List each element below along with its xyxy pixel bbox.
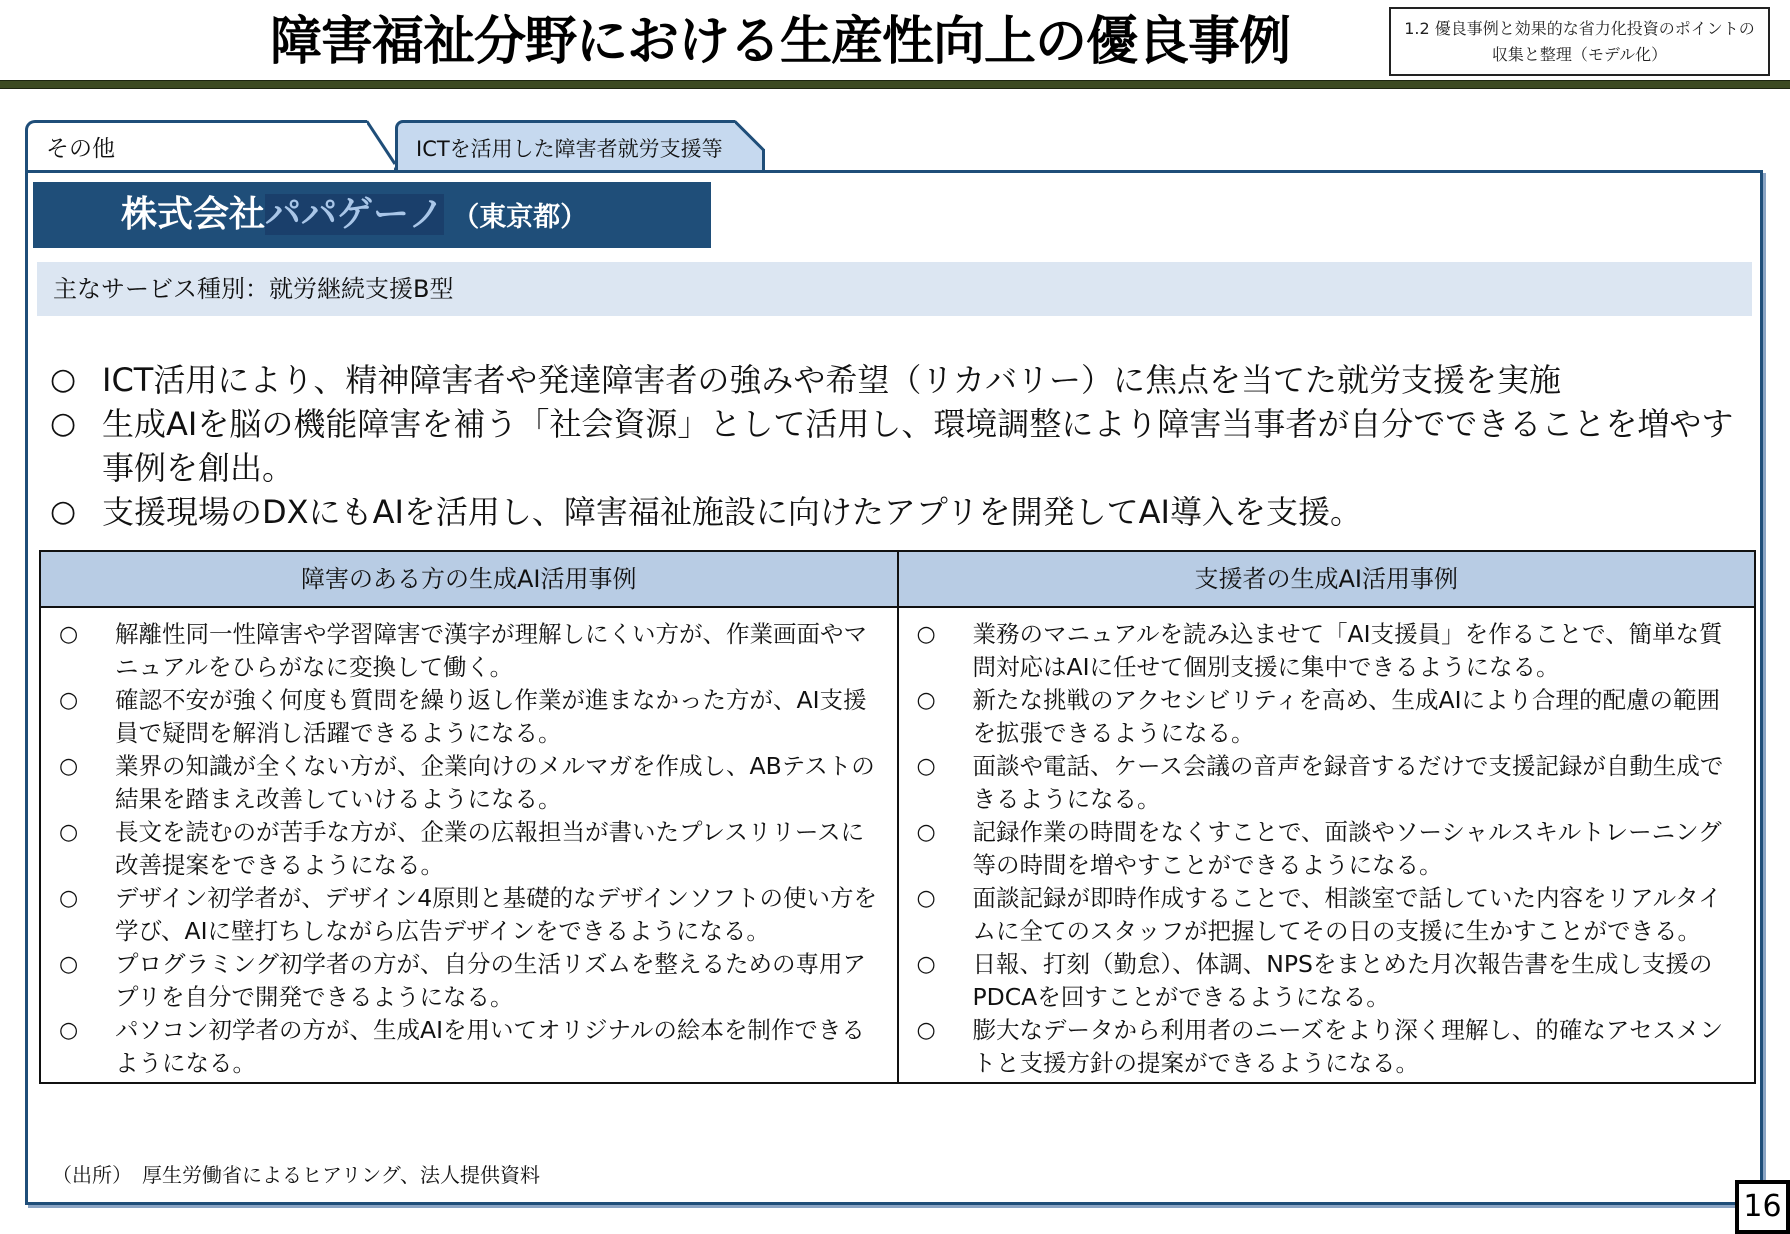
circle-bullet-icon: ○ (916, 688, 936, 713)
circle-bullet-icon: ○ (916, 952, 936, 977)
list-item (55, 618, 883, 684)
circle-bullet-icon: ○ (59, 1018, 79, 1043)
list-item-text: デザイン初学者が、デザイン4原則と基礎的なデザインソフトの使い方を学び、AIに壁打ちしながら広告デザインをできるようになる。 (115, 884, 878, 945)
tab-ict-employment-support[interactable] (395, 120, 765, 172)
tab-corner-cut (735, 120, 765, 172)
page-title: 障害福祉分野における生産性向上の優良事例 (269, 12, 1290, 72)
section-label-line1: 1.2 優良事例と効果的な省力化投資のポイントの (1404, 19, 1755, 38)
list-item-text: 解離性同一性障害や学習障害で漢字が理解しにくい方が、作業画面やマニュアルをひらがなに変換して働く。 (115, 620, 867, 681)
summary-list (50, 358, 1750, 534)
list-item (55, 816, 883, 882)
summary-text: 支援現場のDXにもAIを活用し、障害福祉施設に向けたアプリを開発してAI導入を支援。 (102, 493, 1362, 531)
company-prefix: 株式会社 (121, 194, 266, 235)
list-item-text: 日報、打刻（勤怠）、体調、NPSをまとめた月次報告書を生成し支援のPDCAを回すことができるようになる。 (972, 950, 1713, 1011)
company-prefecture: （東京都） (452, 202, 588, 233)
list-item-text: 面談や電話、ケース会議の音声を録音するだけで支援記録が自動生成できるようになる。 (972, 752, 1724, 813)
left-column (41, 608, 899, 1082)
page-number: 16 (1735, 1180, 1790, 1234)
column-header-supporters: 支援者の生成AI活用事例 (1194, 565, 1458, 593)
list-item (55, 1014, 883, 1080)
list-item-text: パソコン初学者の方が、生成AIを用いてオリジナルの絵本を制作できるようになる。 (115, 1016, 865, 1077)
tab-corner-cut (367, 120, 397, 172)
circle-bullet-icon: ○ (50, 494, 77, 529)
circle-bullet-icon: ○ (916, 820, 936, 845)
list-item (55, 882, 883, 948)
circle-bullet-icon: ○ (916, 622, 936, 647)
list-item-text: 面談記録が即時作成することで、相談室で話していた内容をリアルタイムに全てのスタッフが把握してその日の支援に生かすことができる。 (972, 884, 1722, 945)
ai-use-case-table (39, 550, 1756, 1084)
company-name: パパゲーノ (265, 194, 445, 235)
section-label-line2: 収集と整理（モデル化） (1491, 45, 1668, 64)
circle-bullet-icon: ○ (59, 754, 79, 779)
summary-text: 生成AIを脳の機能障害を補う「社会資源」として活用し、環境調整により障害当事者が自分でできることを増やす事例を創出。 (102, 405, 1734, 487)
circle-bullet-icon: ○ (59, 688, 79, 713)
company-header (33, 182, 711, 248)
circle-bullet-icon: ○ (59, 886, 79, 911)
tab-other[interactable] (25, 120, 397, 172)
list-item (55, 948, 883, 1014)
list-item-text: 業務のマニュアルを読み込ませて「AI支援員」を作ることで、簡単な質問対応はAIに任せて個別支援に集中できるようになる。 (972, 620, 1723, 681)
list-item (913, 618, 1741, 684)
summary-item (50, 402, 1750, 490)
circle-bullet-icon: ○ (50, 406, 77, 441)
header-divider (0, 80, 1790, 89)
tab-ict-label: ICTを活用した障害者就労支援等 (416, 137, 723, 161)
list-item-text: 記録作業の時間をなくすことで、面談やソーシャルスキルトレーニング等の時間を増やすことができるようになる。 (972, 818, 1722, 879)
circle-bullet-icon: ○ (59, 820, 79, 845)
summary-item (50, 490, 1750, 534)
column-header-persons-with-disabilities: 障害のある方の生成AI活用事例 (41, 552, 899, 606)
list-item (913, 750, 1741, 816)
table-body (41, 608, 1754, 1082)
circle-bullet-icon: ○ (59, 952, 79, 977)
source-note: （出所） 厚生労働省によるヒアリング、法人提供資料 (52, 1163, 540, 1187)
list-item-text: 業界の知識が全くない方が、企業向けのメルマガを作成し、ABテストの結果を踏まえ改善していけるようになる。 (115, 752, 875, 813)
service-type: 主なサービス種別：就労継続支援B型 (37, 262, 1752, 316)
list-item (55, 750, 883, 816)
tab-other-label: その他 (46, 136, 115, 162)
list-item (913, 816, 1741, 882)
circle-bullet-icon: ○ (916, 886, 936, 911)
circle-bullet-icon: ○ (59, 622, 79, 647)
table-header-row (41, 552, 1754, 608)
right-column (899, 608, 1755, 1082)
circle-bullet-icon: ○ (50, 362, 77, 397)
list-item (913, 684, 1741, 750)
list-item (913, 882, 1741, 948)
list-item-text: 新たな挑戦のアクセシビリティを高め、生成AIにより合理的配慮の範囲を拡張できるようになる。 (972, 686, 1721, 747)
circle-bullet-icon: ○ (916, 1018, 936, 1043)
list-item (913, 948, 1741, 1014)
circle-bullet-icon: ○ (916, 754, 936, 779)
list-item-text: 膨大なデータから利用者のニーズをより深く理解し、的確なアセスメントと支援方針の提案ができるようになる。 (972, 1016, 1724, 1077)
summary-item (50, 358, 1750, 402)
list-item-text: 長文を読むのが苦手な方が、企業の広報担当が書いたプレスリリースに改善提案をできるようになる。 (115, 818, 865, 879)
list-item-text: プログラミング初学者の方が、自分の生活リズムを整えるための専用アプリを自分で開発できるようになる。 (115, 950, 867, 1011)
section-label-box (1389, 7, 1770, 76)
list-item (913, 1014, 1741, 1080)
summary-text: ICT活用により、精神障害者や発達障害者の強みや希望（リカバリー）に焦点を当てた就労支援を実施 (102, 361, 1562, 399)
list-item (55, 684, 883, 750)
list-item-text: 確認不安が強く何度も質問を繰り返し作業が進まなかった方が、AI支援員で疑問を解消し活躍できるようになる。 (115, 686, 867, 747)
